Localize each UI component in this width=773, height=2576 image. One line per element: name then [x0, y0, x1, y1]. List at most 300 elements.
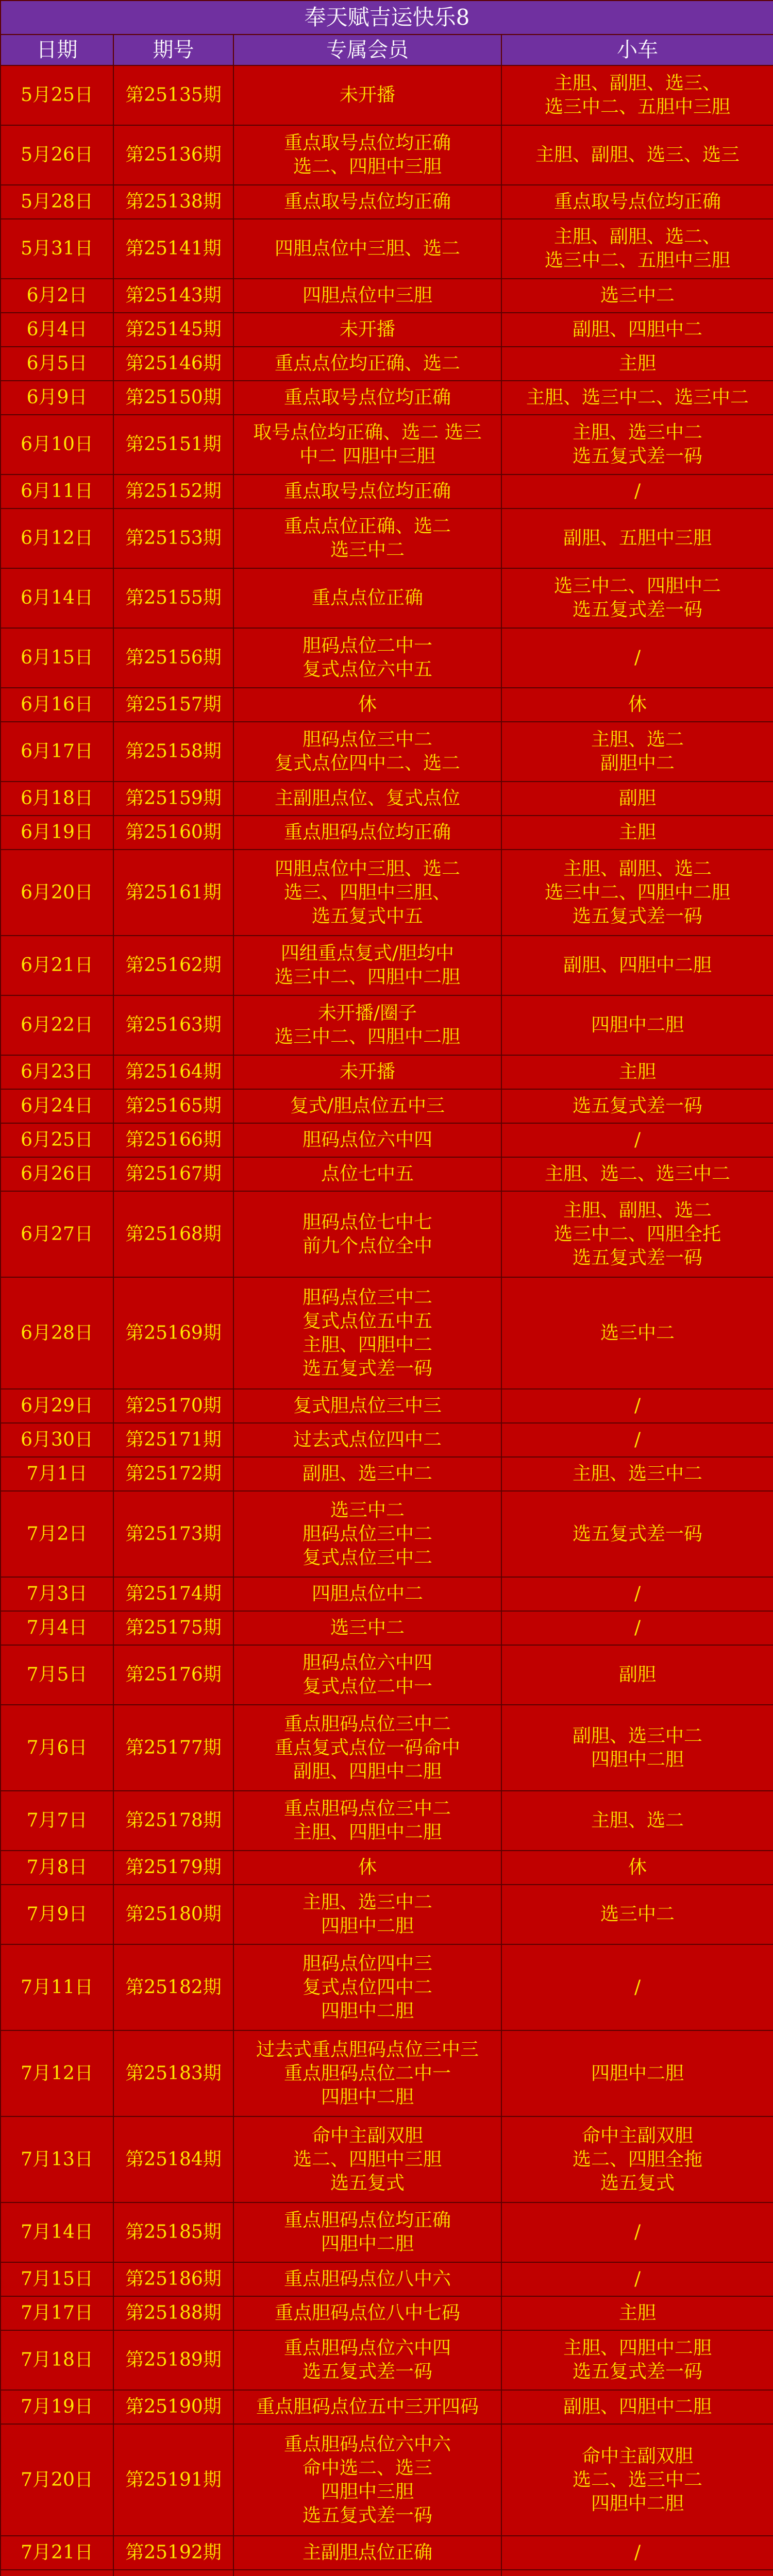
date-cell: 7月5日 — [1, 1645, 113, 1705]
member-line: 休 — [358, 694, 377, 715]
car-cell — [501, 509, 773, 568]
member-cell — [233, 1885, 501, 1944]
issue-cell: 第25168期 — [113, 1191, 233, 1277]
table-row — [1, 1791, 773, 1851]
member-line: 四胆中二胆 — [321, 2233, 414, 2255]
car-line: 主胆、选二 — [591, 729, 684, 750]
member-line: 四胆中三胆 — [321, 2481, 414, 2502]
member-line: 胆码点位七中七 — [302, 1211, 432, 1233]
member-cell — [233, 347, 501, 381]
car-line: / — [634, 481, 641, 502]
issue-cell: 第25192期 — [113, 2536, 233, 2570]
car-cell — [501, 1944, 773, 2030]
car-cell — [501, 1089, 773, 1123]
member-line: 未开播 — [339, 1061, 395, 1082]
member-line: 选三中二、四胆中二胆 — [274, 1026, 460, 1047]
table-row — [1, 347, 773, 381]
car-line: 主胆 — [619, 353, 657, 374]
page-title: 奉天赋吉运快乐8 — [1, 1, 773, 35]
car-line: 主胆 — [619, 822, 657, 843]
member-cell — [233, 1705, 501, 1791]
date-cell: 5月31日 — [1, 219, 113, 279]
issue-cell: 第25166期 — [113, 1123, 233, 1157]
issue-cell: 第25145期 — [113, 313, 233, 347]
issue-cell: 第25165期 — [113, 1089, 233, 1123]
car-line: 命中主副双胆 — [582, 2445, 694, 2467]
member-line: 主副胆点位正确 — [302, 2542, 432, 2563]
member-line: 选三中二 — [330, 539, 405, 561]
car-cell — [501, 2570, 773, 2576]
header-row — [1, 35, 773, 65]
member-cell — [233, 782, 501, 816]
table-row — [1, 568, 773, 628]
member-cell — [233, 1944, 501, 2030]
date-cell: 6月27日 — [1, 1191, 113, 1277]
issue-cell: 第25179期 — [113, 1851, 233, 1885]
car-cell — [501, 381, 773, 415]
date-cell: 6月17日 — [1, 722, 113, 782]
member-line: 复式点位五中五 — [302, 1310, 432, 1332]
issue-cell: 第25171期 — [113, 1423, 233, 1457]
member-cell — [233, 1645, 501, 1705]
car-line: / — [634, 2222, 641, 2243]
issue-cell: 第25143期 — [113, 279, 233, 313]
table-row — [1, 185, 773, 219]
member-line: 重点胆码点位八中六 — [283, 2268, 451, 2290]
car-line: 副胆 — [619, 1664, 657, 1685]
car-cell — [501, 936, 773, 995]
date-cell: 6月12日 — [1, 509, 113, 568]
issue-cell: 第25159期 — [113, 782, 233, 816]
car-line: 四胆中二胆 — [591, 1749, 684, 1770]
member-cell — [233, 1089, 501, 1123]
issue-cell: 第25163期 — [113, 995, 233, 1055]
table-row — [1, 2202, 773, 2262]
car-cell — [501, 628, 773, 688]
table-row — [1, 2570, 773, 2576]
car-cell — [501, 1191, 773, 1277]
issue-cell: 第25151期 — [113, 415, 233, 474]
car-line: / — [634, 1583, 641, 1604]
car-cell — [501, 1885, 773, 1944]
table-row — [1, 1944, 773, 2030]
car-cell — [501, 850, 773, 936]
table-row — [1, 1611, 773, 1645]
car-cell — [501, 816, 773, 850]
car-line: 选二、四胆全拖 — [573, 2148, 703, 2170]
member-line: 选五复式差一码 — [302, 2361, 432, 2382]
member-line: 选二、四胆中三胆 — [293, 2148, 442, 2170]
member-line: 重点取号点位均正确 — [283, 481, 451, 502]
date-cell: 7月15日 — [1, 2262, 113, 2296]
member-cell — [233, 688, 501, 722]
car-line: 主胆、四胆中二胆 — [563, 2337, 712, 2359]
member-cell — [233, 1611, 501, 1645]
car-cell — [501, 313, 773, 347]
table-row — [1, 995, 773, 1055]
table-row — [1, 1423, 773, 1457]
date-cell: 7月8日 — [1, 1851, 113, 1885]
date-cell: 6月11日 — [1, 474, 113, 509]
table-row — [1, 65, 773, 125]
member-cell — [233, 2330, 501, 2390]
issue-cell: 第25188期 — [113, 2296, 233, 2330]
table-row — [1, 474, 773, 509]
date-cell: 7月9日 — [1, 1885, 113, 1944]
car-cell — [501, 2116, 773, 2202]
member-line: 未开播 — [339, 84, 395, 106]
member-line: 复式点位三中二 — [302, 1547, 432, 1568]
table-row — [1, 1055, 773, 1089]
member-line: 四胆点位中二 — [311, 1583, 423, 1604]
member-line: 复式点位四中二、选二 — [274, 753, 460, 774]
car-cell — [501, 1645, 773, 1705]
car-line: 选三中二 — [600, 1322, 675, 1344]
member-cell — [233, 313, 501, 347]
issue-cell: 第25167期 — [113, 1157, 233, 1191]
issue-cell: 第25141期 — [113, 219, 233, 279]
car-cell — [501, 1055, 773, 1089]
car-line: 主胆、副胆、选三、选三 — [535, 144, 740, 165]
car-cell — [501, 1851, 773, 1885]
car-line: 选三中二、四胆中二胆 — [545, 882, 731, 903]
table-row — [1, 279, 773, 313]
car-line: 主胆、选三中二、选三中二 — [526, 387, 749, 408]
issue-cell: 第25136期 — [113, 125, 233, 185]
car-cell — [501, 688, 773, 722]
car-line: / — [634, 1129, 641, 1150]
date-cell: 6月18日 — [1, 782, 113, 816]
member-cell — [233, 65, 501, 125]
member-cell — [233, 1791, 501, 1851]
table-row — [1, 2536, 773, 2570]
date-cell: 5月25日 — [1, 65, 113, 125]
member-cell — [233, 628, 501, 688]
car-line: 副胆、四胆中二 — [573, 319, 703, 340]
date-cell: 6月30日 — [1, 1423, 113, 1457]
table-row — [1, 1191, 773, 1277]
issue-cell: 第25173期 — [113, 1491, 233, 1577]
date-cell: 7月7日 — [1, 1791, 113, 1851]
member-cell — [233, 2536, 501, 2570]
issue-cell: 第25182期 — [113, 1944, 233, 2030]
table-row — [1, 1157, 773, 1191]
car-line: 主胆 — [619, 2302, 657, 2324]
date-cell: 7月6日 — [1, 1705, 113, 1791]
date-cell: 7月18日 — [1, 2330, 113, 2390]
member-line: 四胆中二胆 — [321, 2000, 414, 2022]
date-cell: 6月15日 — [1, 628, 113, 688]
member-line: 四胆点位中三胆 — [302, 285, 432, 306]
car-line: 主胆、选三中二 — [573, 422, 703, 443]
car-cell — [501, 1577, 773, 1611]
car-cell — [501, 279, 773, 313]
member-line: 副胆、四胆中二胆 — [293, 1760, 442, 1782]
car-cell — [501, 2296, 773, 2330]
date-cell: 6月20日 — [1, 850, 113, 936]
member-line: 重点点位正确 — [311, 587, 423, 608]
issue-cell: 第25190期 — [113, 2390, 233, 2424]
car-line: 副胆、四胆中二胆 — [563, 955, 712, 976]
issue-cell: 第25175期 — [113, 1611, 233, 1645]
car-line: 主胆、副胆、选三、 — [554, 73, 721, 94]
issue-cell: 第25185期 — [113, 2202, 233, 2262]
member-cell — [233, 1457, 501, 1491]
car-line: 休 — [628, 694, 647, 715]
car-line: 四胆中二胆 — [591, 1014, 684, 1036]
member-line: 四胆点位中三胆、选二 — [274, 238, 460, 259]
member-cell — [233, 2262, 501, 2296]
car-cell — [501, 782, 773, 816]
date-cell: 7月12日 — [1, 2030, 113, 2116]
car-cell — [501, 2262, 773, 2296]
car-cell — [501, 1491, 773, 1577]
car-line: 副胆 — [619, 788, 657, 809]
member-line: 主胆、四胆中二胆 — [293, 1822, 442, 1843]
table-row — [1, 816, 773, 850]
table-row — [1, 1645, 773, 1705]
car-line: 选三中二、五胆中三胆 — [545, 96, 731, 117]
header-car: 小车 — [501, 35, 773, 65]
car-line: 主胆、副胆、选二 — [563, 858, 712, 879]
car-cell — [501, 2536, 773, 2570]
table-row — [1, 2030, 773, 2116]
car-line: 选三中二 — [600, 285, 675, 306]
date-cell: 7月19日 — [1, 2390, 113, 2424]
member-line: 四胆中二胆 — [321, 1916, 414, 1937]
car-line: 四胆中二胆 — [591, 2062, 684, 2084]
member-line: 复式/胆点位五中三 — [290, 1095, 445, 1116]
car-line: 副胆、四胆中二胆 — [563, 2396, 712, 2417]
car-line: / — [634, 2268, 641, 2290]
car-line: 选二、选三中二 — [573, 2469, 703, 2490]
date-cell: 6月28日 — [1, 1277, 113, 1389]
member-cell — [233, 1491, 501, 1577]
member-line: 胆码点位六中四 — [302, 1652, 432, 1673]
car-line: / — [634, 1617, 641, 1638]
date-cell: 6月10日 — [1, 415, 113, 474]
table-row — [1, 509, 773, 568]
member-line: 重点胆码点位三中二 — [283, 1713, 451, 1735]
member-cell — [233, 936, 501, 995]
table-row — [1, 1705, 773, 1791]
car-cell — [501, 2330, 773, 2390]
date-cell: 5月28日 — [1, 185, 113, 219]
member-cell — [233, 219, 501, 279]
date-cell: 6月5日 — [1, 347, 113, 381]
member-cell — [233, 1851, 501, 1885]
car-cell — [501, 125, 773, 185]
car-line: 命中主副双胆 — [582, 2125, 694, 2146]
member-cell — [233, 185, 501, 219]
car-cell — [501, 1611, 773, 1645]
date-cell: 6月29日 — [1, 1389, 113, 1423]
table-row — [1, 2330, 773, 2390]
table-row — [1, 722, 773, 782]
issue-cell: 第25158期 — [113, 722, 233, 782]
issue-cell: 第25183期 — [113, 2030, 233, 2116]
issue-cell: 第25160期 — [113, 816, 233, 850]
date-cell: 7月14日 — [1, 2202, 113, 2262]
issue-cell: 第25156期 — [113, 628, 233, 688]
header-date: 日期 — [1, 35, 113, 65]
member-line: 选五复式 — [330, 2172, 405, 2194]
member-cell — [233, 2296, 501, 2330]
issue-cell: 第25170期 — [113, 1389, 233, 1423]
title-row — [1, 1, 773, 35]
member-line: 中二 四胆中三胆 — [299, 446, 435, 467]
car-line: 选五复式差一码 — [573, 2361, 703, 2382]
member-cell — [233, 2390, 501, 2424]
issue-cell: 第25164期 — [113, 1055, 233, 1089]
date-cell — [1, 2570, 113, 2576]
date-cell: 7月11日 — [1, 1944, 113, 2030]
issue-cell: 第25153期 — [113, 509, 233, 568]
member-line: 重点胆码点位二中一 — [283, 2062, 451, 2084]
car-cell — [501, 568, 773, 628]
car-line: 重点取号点位均正确 — [554, 191, 721, 212]
table-row — [1, 381, 773, 415]
car-line: 选五复式 — [600, 2172, 675, 2194]
car-cell — [501, 1277, 773, 1389]
member-cell — [233, 1577, 501, 1611]
member-cell — [233, 1277, 501, 1389]
member-cell — [233, 850, 501, 936]
car-cell — [501, 65, 773, 125]
member-line: 主胆、四胆中二 — [302, 1334, 432, 1355]
issue-cell: 第25178期 — [113, 1791, 233, 1851]
member-cell — [233, 474, 501, 509]
issue-cell: 第25176期 — [113, 1645, 233, 1705]
table-row — [1, 2262, 773, 2296]
table-row — [1, 415, 773, 474]
car-cell — [501, 1157, 773, 1191]
table-row — [1, 850, 773, 936]
member-line: 重点胆码点位三中二 — [283, 1798, 451, 1819]
car-cell — [501, 2202, 773, 2262]
car-line: 选五复式差一码 — [573, 1247, 703, 1268]
member-line: 四胆点位中三胆、选二 — [274, 858, 460, 879]
issue-cell: 第25152期 — [113, 474, 233, 509]
member-line: 取号点位均正确、选二 选三 — [253, 422, 482, 443]
member-line: 选三中二 — [330, 1499, 405, 1521]
member-line: 重点胆码点位五中三开四码 — [256, 2396, 479, 2417]
car-line: 选三中二、四胆全托 — [554, 1223, 721, 1245]
table-row — [1, 1577, 773, 1611]
member-cell — [233, 279, 501, 313]
car-cell — [501, 185, 773, 219]
date-cell: 6月23日 — [1, 1055, 113, 1089]
car-line: / — [634, 1976, 641, 1998]
member-line: 重点点位正确、选二 — [283, 516, 451, 537]
member-line: 复式点位二中一 — [302, 1676, 432, 1697]
header-issue: 期号 — [113, 35, 233, 65]
member-line: 重点胆码点位均正确 — [283, 2210, 451, 2231]
member-line: 重点胆码点位八中七码 — [274, 2302, 460, 2324]
car-cell — [501, 995, 773, 1055]
issue-cell: 第25161期 — [113, 850, 233, 936]
member-line: 副胆、选三中二 — [302, 1463, 432, 1484]
date-cell: 7月17日 — [1, 2296, 113, 2330]
table-row — [1, 2296, 773, 2330]
member-line: 点位七中五 — [321, 1163, 414, 1184]
issue-cell: 第25162期 — [113, 936, 233, 995]
car-line: / — [634, 1395, 641, 1416]
issue-cell: 第25177期 — [113, 1705, 233, 1791]
date-cell: 6月21日 — [1, 936, 113, 995]
date-cell: 6月9日 — [1, 381, 113, 415]
member-line: 选三中二 — [330, 1617, 405, 1638]
date-cell: 7月21日 — [1, 2536, 113, 2570]
car-line: / — [634, 2542, 641, 2563]
car-line: 选五复式差一码 — [573, 1095, 703, 1116]
member-line: 主副胆点位、复式点位 — [274, 788, 460, 809]
car-line: 副胆、选三中二 — [573, 1725, 703, 1747]
member-line: 命中选二、选三 — [302, 2457, 432, 2479]
table-row — [1, 219, 773, 279]
member-line: 重点胆码点位均正确 — [283, 822, 451, 843]
member-line: 选二、四胆中三胆 — [293, 156, 442, 177]
member-cell — [233, 816, 501, 850]
member-cell — [233, 1055, 501, 1089]
member-line: 复式点位四中二 — [302, 1976, 432, 1998]
date-cell: 6月16日 — [1, 688, 113, 722]
member-cell — [233, 1157, 501, 1191]
issue-cell: 第25172期 — [113, 1457, 233, 1491]
member-line: 重点取号点位均正确 — [283, 387, 451, 408]
member-line: 胆码点位二中一 — [302, 635, 432, 656]
issue-cell: 第25186期 — [113, 2262, 233, 2296]
issue-cell: 第25138期 — [113, 185, 233, 219]
date-cell: 7月20日 — [1, 2424, 113, 2536]
date-cell: 6月14日 — [1, 568, 113, 628]
member-line: 胆码点位三中二 — [302, 1523, 432, 1545]
member-line: 选五复式中五 — [311, 905, 423, 927]
member-cell — [233, 415, 501, 474]
table-row — [1, 313, 773, 347]
member-line: 命中主副双胆 — [311, 2125, 423, 2146]
member-cell — [233, 381, 501, 415]
table-row — [1, 688, 773, 722]
member-cell — [233, 722, 501, 782]
issue-cell: 第25180期 — [113, 1885, 233, 1944]
issue-cell: 第25169期 — [113, 1277, 233, 1389]
table-row — [1, 782, 773, 816]
car-cell — [501, 1457, 773, 1491]
member-line: 未开播 — [339, 319, 395, 340]
car-line: 选五复式差一码 — [573, 446, 703, 467]
table-row — [1, 1491, 773, 1577]
date-cell: 6月24日 — [1, 1089, 113, 1123]
member-cell — [233, 568, 501, 628]
car-line: 主胆、选二 — [591, 1810, 684, 1831]
member-line: 主胆、选三中二 — [302, 1892, 432, 1913]
date-cell: 6月2日 — [1, 279, 113, 313]
car-line: 选五复式差一码 — [573, 905, 703, 927]
car-cell — [501, 1423, 773, 1457]
car-cell — [501, 722, 773, 782]
member-line: 休 — [358, 1857, 377, 1878]
car-cell — [501, 415, 773, 474]
car-line: / — [634, 647, 641, 668]
date-cell: 5月26日 — [1, 125, 113, 185]
member-cell — [233, 2202, 501, 2262]
car-line: / — [634, 1429, 641, 1450]
member-cell — [233, 1123, 501, 1157]
date-cell: 6月26日 — [1, 1157, 113, 1191]
table-row — [1, 1885, 773, 1944]
issue-cell: 第25150期 — [113, 381, 233, 415]
